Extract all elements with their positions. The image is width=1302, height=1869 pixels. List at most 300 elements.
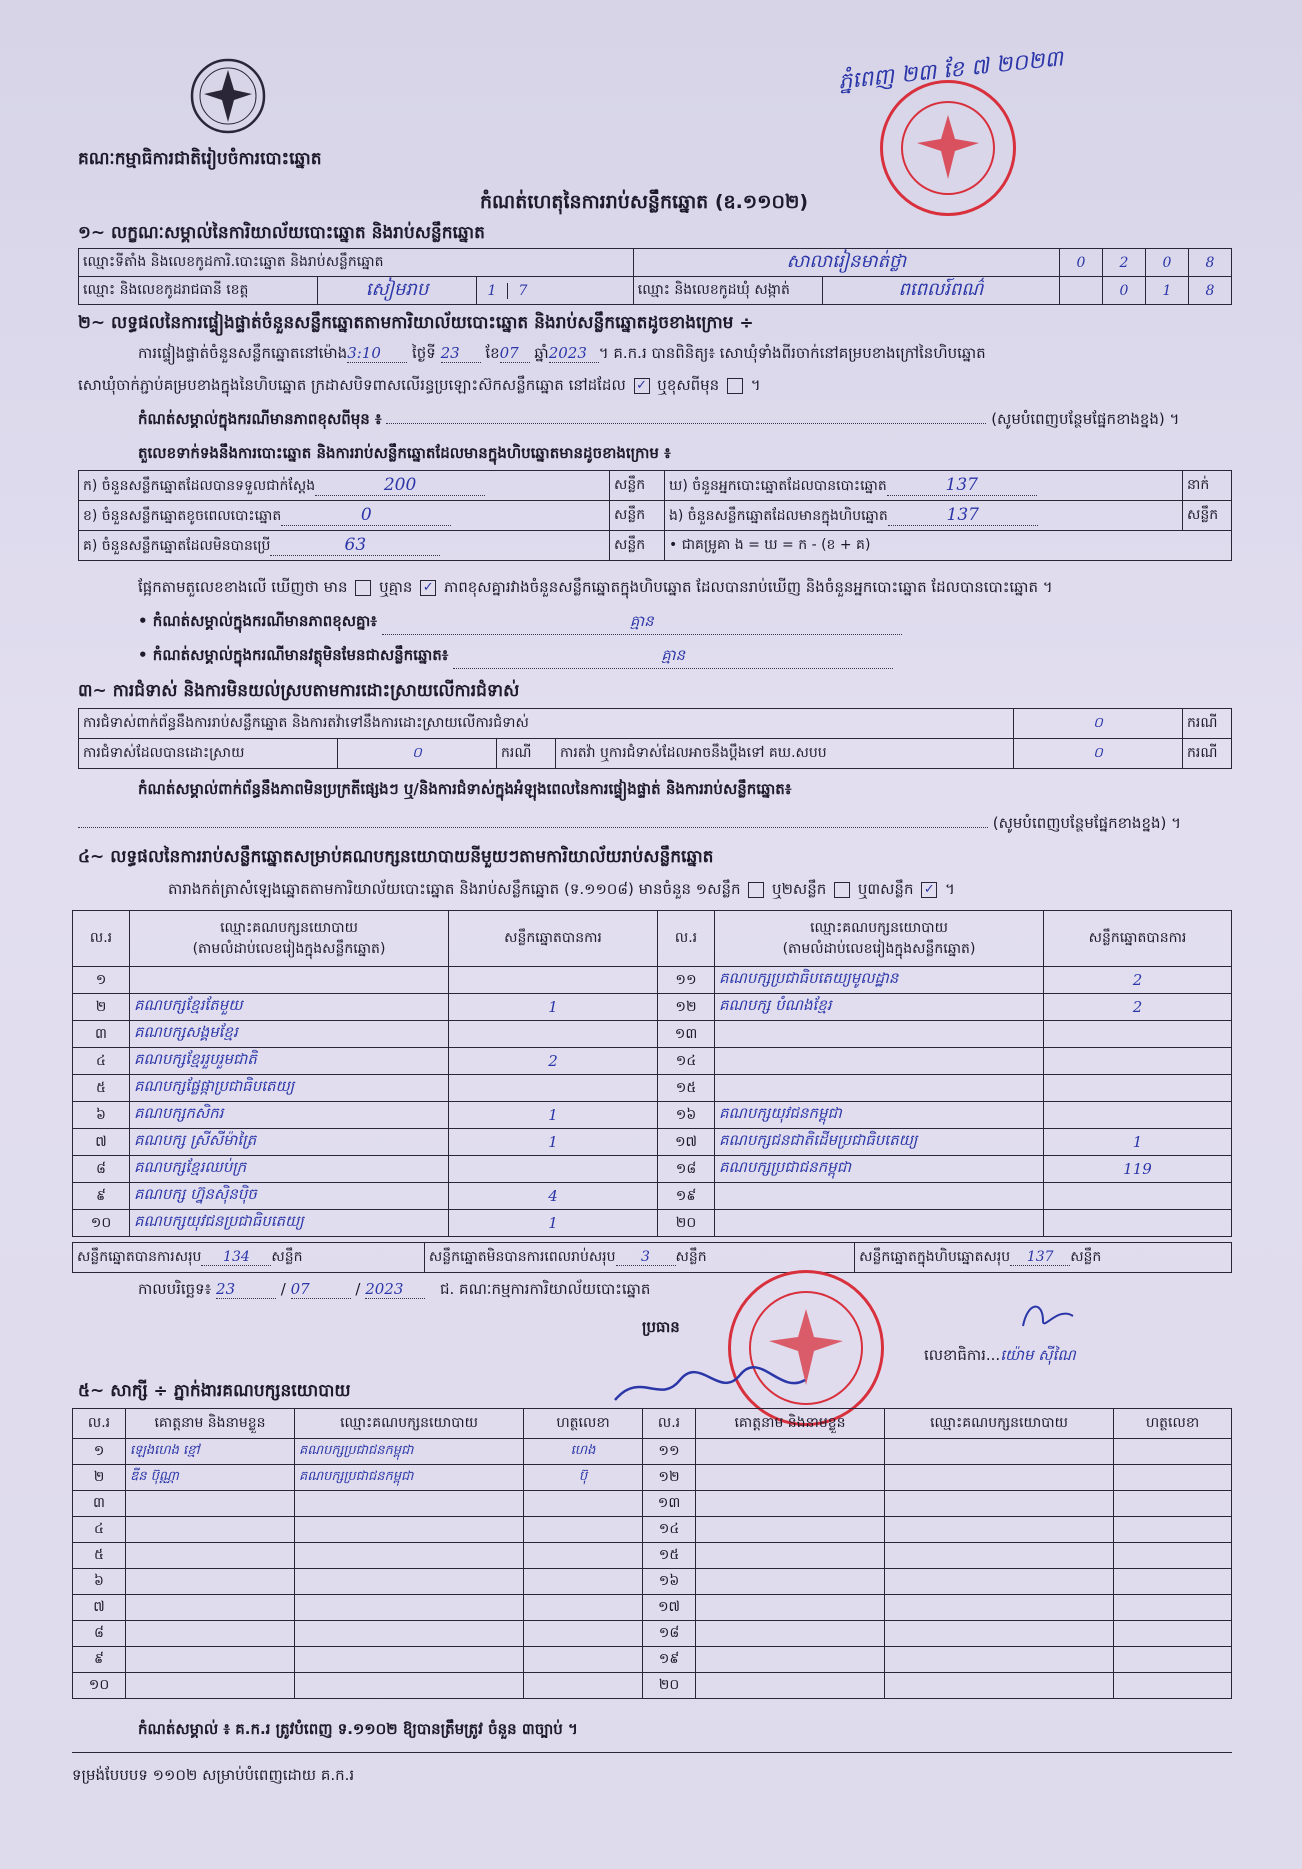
party-votes: 2 bbox=[1044, 994, 1232, 1021]
count-row-b bbox=[79, 501, 610, 531]
verification-line2: សោឃុំចាក់ភ្ជាប់គម្របខាងក្នុងនៃហិបឆ្នោត ក្រដាសបិទពាសលើរន្ធប្រឡោះស៊កសន្លឹកឆ្នោត នៅដដែល ✓ ឬខុសពីមុន ។ bbox=[78, 376, 761, 394]
witness-name: ឌីន ប៊ុណ្ណា bbox=[126, 1465, 295, 1491]
party-name: គណបក្សយុវជនប្រជាធិបតេយ្យ bbox=[130, 1210, 449, 1237]
witness-signature bbox=[524, 1543, 643, 1569]
party-no: ៩ bbox=[73, 1183, 130, 1210]
party-votes bbox=[449, 1021, 658, 1048]
witness-signature bbox=[524, 1595, 643, 1621]
intro-e: ។ គ.ក.រ បានពិនិត្យ៖ សោឃុំទាំងពីរចាក់នៅគម្របខាងក្រៅនៃហិបឆ្នោត bbox=[598, 344, 986, 362]
party-no: ១ bbox=[73, 967, 130, 994]
w-col-name-left: គោត្តនាម និងនាមខ្លួន bbox=[126, 1409, 295, 1439]
total-invalid bbox=[424, 1243, 854, 1273]
total-invalid-value: 3 bbox=[616, 1249, 676, 1266]
party-votes bbox=[449, 967, 658, 994]
commune-label: ឈ្មោះ និងលេខកូដឃុំ សង្កាត់ bbox=[633, 277, 822, 305]
col-no-right: ល.រ bbox=[658, 911, 715, 967]
witness-no: ១៩ bbox=[643, 1647, 696, 1673]
party-name: គណបក្សខ្មែររួបរួមជាតិ bbox=[130, 1048, 449, 1075]
count-d-value: 137 bbox=[887, 475, 1037, 496]
or-changed: ឬខុសពីមុន bbox=[657, 376, 720, 394]
witness-name bbox=[696, 1569, 885, 1595]
col-votes-left: សន្លឹកឆ្នោតបានការ bbox=[449, 911, 658, 967]
table-row bbox=[73, 1517, 1232, 1543]
total-invalid-label: សន្លឹកឆ្នោតមិនបានការពេលរាប់សរុប bbox=[428, 1249, 616, 1265]
party-no: ៨ bbox=[73, 1156, 130, 1183]
party-votes bbox=[1044, 1210, 1232, 1237]
witness-signature bbox=[524, 1647, 643, 1673]
party-votes bbox=[1044, 1021, 1232, 1048]
party-no: ១១ bbox=[658, 967, 715, 994]
party-no: ៣ bbox=[73, 1021, 130, 1048]
count-row-e bbox=[665, 501, 1183, 531]
witness-party bbox=[885, 1621, 1114, 1647]
party-votes bbox=[449, 1075, 658, 1102]
objection-r1-label: ការជំទាស់ពាក់ព័ន្ធនឹងការរាប់សន្លឹកឆ្នោត និងការតវ៉ាទៅនឹងការដោះស្រាយលើការជំទាស់ bbox=[79, 709, 1014, 739]
witness-no: ១៣ bbox=[643, 1491, 696, 1517]
witness-party bbox=[885, 1517, 1114, 1543]
opt2-label: ឬ២សន្លឹក bbox=[772, 880, 827, 898]
count-row-d bbox=[665, 471, 1183, 501]
count-a-label: ក) ចំនួនសន្លឹកឆ្នោតដែលបានទទួលជាក់ស្តែង bbox=[83, 477, 316, 494]
party-name: គណបក្សយុវជនកម្ពុជា bbox=[715, 1102, 1044, 1129]
total-box bbox=[855, 1243, 1232, 1273]
same-checkbox[interactable]: ✓ bbox=[634, 378, 650, 394]
location-value: សាលារៀនមាត់ថ្លា bbox=[633, 249, 1059, 277]
chair-label: ប្រធាន bbox=[642, 1318, 680, 1336]
changed-checkbox[interactable] bbox=[727, 378, 743, 394]
party-votes bbox=[1044, 1048, 1232, 1075]
col-party-left bbox=[130, 911, 449, 967]
party-votes bbox=[1044, 1183, 1232, 1210]
witness-signature bbox=[524, 1621, 643, 1647]
witness-name bbox=[126, 1491, 295, 1517]
party-votes bbox=[1044, 1102, 1232, 1129]
party-no: ១៧ bbox=[658, 1129, 715, 1156]
witness-signature bbox=[1114, 1673, 1232, 1699]
party-name: គណបក្សខ្មែរតែមួយ bbox=[130, 994, 449, 1021]
footer-divider bbox=[72, 1752, 1232, 1753]
committee-label: ជ. គណៈកម្មការការិយាល័យបោះឆ្នោត bbox=[440, 1280, 651, 1298]
witness-no: ៤ bbox=[73, 1517, 126, 1543]
form-title: កំណត់ហេតុនៃការរាប់សន្លឹកឆ្នោត (ឧ.១១០២) bbox=[480, 191, 809, 213]
w-col-party-left: ឈ្មោះគណបក្សនយោបាយ bbox=[295, 1409, 524, 1439]
two-sheet-checkbox[interactable] bbox=[834, 882, 850, 898]
witness-signature bbox=[1114, 1595, 1232, 1621]
witness-signature bbox=[524, 1569, 643, 1595]
count-c-label: គ) ចំនួនសន្លឹកឆ្នោតដែលមិនបានប្រើ bbox=[83, 537, 271, 554]
party-name bbox=[715, 1183, 1044, 1210]
witness-name bbox=[696, 1439, 885, 1465]
commune-value: ពពេលរ៍ពណ៌ bbox=[822, 277, 1059, 305]
total-box-label: សន្លឹកឆ្នោតក្នុងហិបឆ្នោតសរុប bbox=[859, 1249, 1011, 1265]
count-e-value: 137 bbox=[888, 505, 1038, 526]
witness-signature: ហេង bbox=[524, 1439, 643, 1465]
witness-no: ១៥ bbox=[643, 1543, 696, 1569]
objection-note-line2 bbox=[78, 814, 1232, 836]
count-d-unit: នាក់ bbox=[1183, 471, 1232, 501]
party-no: ២០ bbox=[658, 1210, 715, 1237]
witness-name bbox=[126, 1673, 295, 1699]
witness-signature bbox=[1114, 1517, 1232, 1543]
witness-party bbox=[885, 1569, 1114, 1595]
witness-party bbox=[295, 1647, 524, 1673]
witness-name bbox=[126, 1569, 295, 1595]
witness-party bbox=[885, 1647, 1114, 1673]
witness-name: ឡេងហេង ខ្មៅ bbox=[126, 1439, 295, 1465]
section4-heading: ៤~ លទ្ធផលនៃការរាប់សន្លឹកឆ្នោតសម្រាប់គណបក្សនយោបាយនីមួយៗតាមការិយាល័យរាប់សន្លឹកឆ្នោត bbox=[78, 847, 714, 867]
party-name: គណបក្សសង្គមខ្មែរ bbox=[130, 1021, 449, 1048]
intro-c: ខែ bbox=[485, 344, 500, 362]
count-d-label: ឃ) ចំនួនអ្នកបោះឆ្នោតដែលបានបោះឆ្នោត bbox=[669, 477, 887, 494]
province-value: សៀមរាប bbox=[318, 277, 477, 305]
secretary-line bbox=[924, 1346, 1076, 1368]
party-name: គណបក្ស ហ្វ៊ុនស៊ិនប៉ិច bbox=[130, 1183, 449, 1210]
commune-code-2: 1 bbox=[1146, 277, 1189, 305]
witness-signature bbox=[524, 1673, 643, 1699]
witness-table bbox=[72, 1408, 1232, 1699]
count-a-value: 200 bbox=[315, 475, 485, 496]
party-votes bbox=[449, 1156, 658, 1183]
change-note-line bbox=[138, 410, 1232, 432]
table-row bbox=[73, 1075, 1232, 1102]
witness-no: ៦ bbox=[73, 1569, 126, 1595]
section2-heading: ២~ លទ្ធផលនៃការផ្ទៀងផ្ទាត់ចំនួនសន្លឹកឆ្នោតតាមការិយាល័យបោះឆ្នោត និងរាប់សន្លឹកឆ្នោតដូចខាងក្រោម ÷ bbox=[78, 313, 754, 333]
witness-name bbox=[126, 1595, 295, 1621]
table-row bbox=[73, 1465, 1232, 1491]
section3-heading: ៣~ ការជំទាស់ និងការមិនយល់ស្របតាមការដោះស្រាយលើការជំទាស់ bbox=[78, 681, 520, 701]
total-valid-value: 134 bbox=[201, 1249, 271, 1266]
opt3-label: ឬ៣សន្លឹក bbox=[857, 880, 914, 898]
one-sheet-checkbox[interactable] bbox=[748, 882, 764, 898]
party-no: ១៥ bbox=[658, 1075, 715, 1102]
count-a-unit: សន្លឹក bbox=[610, 471, 665, 501]
witness-party bbox=[295, 1621, 524, 1647]
party-no: ១៣ bbox=[658, 1021, 715, 1048]
witness-party: គណបក្សប្រជាជនកម្ពុជា bbox=[295, 1465, 524, 1491]
witness-name bbox=[696, 1491, 885, 1517]
verification-line1 bbox=[138, 344, 986, 366]
province-label: ឈ្មោះ និងលេខកូដរាជធានី ខេត្ត bbox=[79, 277, 318, 305]
count-b-label: ខ) ចំនួនសន្លឹកឆ្នោតខូចពេលបោះឆ្នោត bbox=[83, 507, 282, 524]
witness-party: គណបក្សប្រជាជនកម្ពុជា bbox=[295, 1439, 524, 1465]
witness-no: ២ bbox=[73, 1465, 126, 1491]
witness-signature bbox=[1114, 1569, 1232, 1595]
table-row bbox=[73, 1048, 1232, 1075]
witness-party bbox=[885, 1491, 1114, 1517]
party-votes: 1 bbox=[449, 994, 658, 1021]
commune-code-blank bbox=[1060, 277, 1103, 305]
party-name bbox=[715, 1048, 1044, 1075]
section4-intro: តារាងកត់ត្រាសំឡេងឆ្នោតតាមការិយាល័យបោះឆ្នោត និងរាប់សន្លឹកឆ្នោត (ទ.១១០៨) មានចំនួន ១សន្លឹក ឬ២សន្លឹក ឬ៣សន្លឹក ✓ ។ bbox=[168, 880, 955, 898]
year-value: 2023 bbox=[549, 344, 599, 363]
secretary-label: លេខាធិការ... bbox=[924, 1346, 1001, 1364]
table-row bbox=[73, 1156, 1232, 1183]
witness-party bbox=[295, 1595, 524, 1621]
witness-signature bbox=[1114, 1439, 1232, 1465]
witness-rows bbox=[73, 1439, 1232, 1699]
change-note-blank bbox=[386, 423, 986, 424]
table-row bbox=[73, 1183, 1232, 1210]
compare-c: ភាពខុសគ្នារវាងចំនួនសន្លឹកឆ្នោតក្នុងហិបឆ្នោត ដែលបានរាប់ឃើញ និងចំនួនអ្នកបោះឆ្នោត ដែលបានបោះឆ្នោត ។ bbox=[443, 578, 1053, 596]
three-sheet-checkbox[interactable]: ✓ bbox=[921, 882, 937, 898]
party-name bbox=[130, 967, 449, 994]
party-name: គណបក្សកសិករ bbox=[130, 1102, 449, 1129]
objection-r2b-value: ០ bbox=[1014, 739, 1183, 769]
location-code-4: 8 bbox=[1189, 249, 1232, 277]
emblem-logo bbox=[188, 56, 268, 136]
party-rows bbox=[73, 967, 1232, 1237]
witness-party bbox=[295, 1543, 524, 1569]
count-row-a bbox=[79, 471, 610, 501]
bullet1-line bbox=[138, 612, 1232, 635]
witness-signature bbox=[524, 1491, 643, 1517]
party-no: ១៤ bbox=[658, 1048, 715, 1075]
table-row bbox=[73, 1647, 1232, 1673]
has-difference-checkbox[interactable] bbox=[355, 580, 371, 596]
party-results-table bbox=[72, 910, 1232, 1237]
time-value: 3:10 bbox=[347, 344, 407, 363]
witness-no: ១៦ bbox=[643, 1569, 696, 1595]
party-no: ១៨ bbox=[658, 1156, 715, 1183]
party-votes bbox=[1044, 1075, 1232, 1102]
total-box-unit: សន្លឹក bbox=[1070, 1249, 1102, 1265]
party-name bbox=[715, 1075, 1044, 1102]
intro-d: ឆ្នាំ bbox=[534, 344, 549, 362]
location-label: ឈ្មោះទីតាំង និងលេខកូដការិ.បោះឆ្នោត និងរាប់សន្លឹកឆ្នោត bbox=[79, 249, 634, 277]
witness-no: ១៧ bbox=[643, 1595, 696, 1621]
party-no: ១០ bbox=[73, 1210, 130, 1237]
org-name: គណៈកម្មាធិការជាតិរៀបចំការបោះឆ្នោត bbox=[78, 149, 322, 169]
objection-note-blank bbox=[78, 827, 988, 828]
witness-name bbox=[696, 1465, 885, 1491]
table-row bbox=[73, 1569, 1232, 1595]
party-name: គណបក្ស ស្រីសីម៉ាត្រៃ bbox=[130, 1129, 449, 1156]
witness-party bbox=[295, 1673, 524, 1699]
witness-no: ១ bbox=[73, 1439, 126, 1465]
secretary-name: យ៉ោម ស៊ីណៃ bbox=[1000, 1346, 1076, 1364]
witness-signature bbox=[1114, 1647, 1232, 1673]
date-year: 2023 bbox=[365, 1280, 425, 1299]
party-votes: 1 bbox=[1044, 1129, 1232, 1156]
party-no: ២ bbox=[73, 994, 130, 1021]
party-name: គណបក្សជនជាតិដើមប្រជាធិបតេយ្យ bbox=[715, 1129, 1044, 1156]
table-row bbox=[73, 1439, 1232, 1465]
table-row bbox=[73, 994, 1232, 1021]
w-col-sign-right: ហត្ថលេខា bbox=[1114, 1409, 1232, 1439]
objection-fill: (សូមបំពេញបន្ថែមផ្នែកខាងខ្នង) ។ bbox=[992, 814, 1182, 832]
witness-name bbox=[696, 1673, 885, 1699]
bullet2-line bbox=[138, 646, 893, 669]
footnote: កំណត់សម្គាល់ ៖ គ.ក.រ ត្រូវបំពេញ ទ.១១០២ ឱ្យបានត្រឹមត្រូវ ចំនួន ៣ច្បាប់ ។ bbox=[138, 1720, 578, 1738]
table-row bbox=[73, 1102, 1232, 1129]
bullet2-label: • កំណត់សម្គាល់ក្នុងករណីមានវត្ថុមិនមែនជាសន្លឹកឆ្នោត៖ bbox=[138, 646, 449, 664]
table-row bbox=[73, 1543, 1232, 1569]
witness-signature bbox=[1114, 1491, 1232, 1517]
w-col-party-right: ឈ្មោះគណបក្សនយោបាយ bbox=[885, 1409, 1114, 1439]
commune-code-3: 8 bbox=[1189, 277, 1232, 305]
party-no: ១៦ bbox=[658, 1102, 715, 1129]
party-name bbox=[715, 1021, 1044, 1048]
location-code-1: 0 bbox=[1060, 249, 1103, 277]
table-row bbox=[73, 1621, 1232, 1647]
total-valid-label: សន្លឹកឆ្នោតបានការសរុប bbox=[77, 1249, 202, 1265]
section1-heading: ១~ លក្ខណៈសម្គាល់នៃការិយាល័យបោះឆ្នោត និងរាប់សន្លឹកឆ្នោត bbox=[78, 223, 485, 243]
province-code-cells bbox=[477, 277, 634, 305]
count-row-c bbox=[79, 531, 610, 561]
table-row bbox=[73, 967, 1232, 994]
party-votes: 119 bbox=[1044, 1156, 1232, 1183]
witness-party bbox=[295, 1491, 524, 1517]
witness-no: ១២ bbox=[643, 1465, 696, 1491]
col-votes-right: សន្លឹកឆ្នោតបានការ bbox=[1044, 911, 1232, 967]
witness-party bbox=[885, 1543, 1114, 1569]
date-label: កាលបរិច្ឆេទ៖ bbox=[138, 1280, 212, 1298]
objection-note bbox=[138, 780, 791, 802]
count-b-unit: សន្លឹក bbox=[610, 501, 665, 531]
bullet1-label: • កំណត់សម្គាល់ក្នុងករណីមានភាពខុសគ្នា៖ bbox=[138, 612, 377, 630]
witness-party bbox=[295, 1517, 524, 1543]
witness-no: ១១ bbox=[643, 1439, 696, 1465]
witness-party bbox=[885, 1595, 1114, 1621]
col-party-right-title: ឈ្មោះគណបក្សនយោបាយ bbox=[810, 919, 948, 936]
witness-signature: ប៊ុ bbox=[524, 1465, 643, 1491]
witness-signature bbox=[1114, 1621, 1232, 1647]
date-day: 23 bbox=[216, 1280, 276, 1299]
section5-heading: ៥~ សាក្សី ÷ ភ្នាក់ងារគណបក្សនយោបាយ bbox=[78, 1381, 351, 1401]
official-stamp-top bbox=[880, 80, 1016, 216]
witness-name bbox=[126, 1543, 295, 1569]
month-value: 07 bbox=[500, 344, 530, 363]
compare-b: ឬគ្មាន bbox=[379, 578, 413, 596]
objection-table bbox=[78, 708, 1232, 769]
table-row bbox=[73, 1595, 1232, 1621]
witness-no: ៧ bbox=[73, 1595, 126, 1621]
formula: • ជាគម្រូគា ង = ឃ = ក - (ខ + គ) bbox=[665, 531, 1232, 561]
objection-r2b-unit: ករណី bbox=[1183, 739, 1232, 769]
compare-line bbox=[138, 578, 1053, 600]
witness-signature bbox=[1114, 1543, 1232, 1569]
total-valid bbox=[73, 1243, 425, 1273]
witness-no: ១០ bbox=[73, 1673, 126, 1699]
col-party-right-sub: (តាមលំដាប់លេខរៀងក្នុងសន្លឹកឆ្នោត) bbox=[782, 940, 976, 957]
witness-no: ៨ bbox=[73, 1621, 126, 1647]
party-name bbox=[715, 1210, 1044, 1237]
witness-no: ១៤ bbox=[643, 1517, 696, 1543]
total-box-value: 137 bbox=[1010, 1249, 1070, 1266]
witness-no: ៥ bbox=[73, 1543, 126, 1569]
intro-b: ថ្ងៃទី bbox=[411, 344, 436, 362]
party-votes: 1 bbox=[449, 1102, 658, 1129]
witness-name bbox=[126, 1517, 295, 1543]
objection-r2b-label: ការតវ៉ា ឬការជំទាស់ដែលអាចនឹងប្តឹងទៅ គឃ.សបប bbox=[556, 739, 1014, 769]
change-note-fill: (សូមបំពេញបន្ថែមផ្នែកខាងខ្នង) ។ bbox=[991, 410, 1180, 428]
witness-name bbox=[696, 1595, 885, 1621]
col-party-right bbox=[715, 911, 1044, 967]
witness-no: ៣ bbox=[73, 1491, 126, 1517]
witness-party bbox=[885, 1673, 1114, 1699]
party-no: ៧ bbox=[73, 1129, 130, 1156]
witness-name bbox=[126, 1621, 295, 1647]
change-note-label: កំណត់សម្គាល់ក្នុងករណីមានភាពខុសពីមុន ៖ bbox=[138, 410, 382, 428]
w-col-no-right: ល.រ bbox=[643, 1409, 696, 1439]
objection-r2-value: ០ bbox=[338, 739, 497, 769]
total-invalid-unit: សន្លឹក bbox=[675, 1249, 707, 1265]
province-code-1: 1 bbox=[477, 283, 508, 299]
total-valid-unit: សន្លឹក bbox=[271, 1249, 303, 1265]
party-votes: 2 bbox=[1044, 967, 1232, 994]
w-col-sign-left: ហត្ថលេខា bbox=[524, 1409, 643, 1439]
table-row bbox=[73, 1021, 1232, 1048]
day-value: 23 bbox=[441, 344, 481, 363]
numbers-intro: តួលេខទាក់ទងនឹងការបោះឆ្នោត និងការរាប់សន្លឹកឆ្នោតដែលមានក្នុងហិបឆ្នោតមានដូចខាងក្រោម ៖ bbox=[138, 444, 671, 462]
col-party-left-title: ឈ្មោះគណបក្សនយោបាយ bbox=[220, 919, 358, 936]
form-reference: ទម្រង់បែបបទ ១១០២ សម្រាប់បំពេញដោយ គ.ក.រ bbox=[72, 1766, 355, 1784]
w-col-no-left: ល.រ bbox=[73, 1409, 126, 1439]
count-b-value: 0 bbox=[281, 505, 451, 526]
witness-no: ៩ bbox=[73, 1647, 126, 1673]
no-difference-checkbox[interactable]: ✓ bbox=[420, 580, 436, 596]
bullet1-value: គ្មាន bbox=[382, 612, 902, 635]
witness-no: ២០ bbox=[643, 1673, 696, 1699]
witness-name bbox=[696, 1621, 885, 1647]
col-no-left: ល.រ bbox=[73, 911, 130, 967]
intro-line2: សោឃុំចាក់ភ្ជាប់គម្របខាងក្នុងនៃហិបឆ្នោត ក្រដាសបិទពាសលើរន្ធប្រឡោះស៊កសន្លឹកឆ្នោត នៅដដែល bbox=[78, 376, 626, 394]
objection-r1-value: ០ bbox=[1014, 709, 1183, 739]
witness-name bbox=[126, 1647, 295, 1673]
count-c-unit: សន្លឹក bbox=[610, 531, 665, 561]
objection-r2-unit: ករណី bbox=[497, 739, 556, 769]
intro-a: ការផ្ទៀងផ្ទាត់ចំនួនសន្លឹកឆ្នោតនៅម៉ោង bbox=[138, 344, 348, 362]
commune-code-1: 0 bbox=[1103, 277, 1146, 305]
witness-signature bbox=[524, 1517, 643, 1543]
witness-name bbox=[696, 1647, 885, 1673]
party-no: ១៩ bbox=[658, 1183, 715, 1210]
objection-r1-unit: ករណី bbox=[1183, 709, 1232, 739]
party-votes: 2 bbox=[449, 1048, 658, 1075]
location-code-3: 0 bbox=[1146, 249, 1189, 277]
province-code-2: 7 bbox=[518, 282, 528, 299]
witness-signature bbox=[1114, 1465, 1232, 1491]
section4-intro-text: តារាងកត់ត្រាសំឡេងឆ្នោតតាមការិយាល័យបោះឆ្នោត និងរាប់សន្លឹកឆ្នោត (ទ.១១០៨) មានចំនួន ១សន្លឹក bbox=[168, 880, 741, 898]
witness-party bbox=[885, 1465, 1114, 1491]
party-no: ៥ bbox=[73, 1075, 130, 1102]
count-e-label: ង) ចំនួនសន្លឹកឆ្នោតដែលមានក្នុងហិបឆ្នោត bbox=[669, 507, 888, 524]
party-name: គណបក្សប្រជាធិបតេយ្យមូលដ្ឋាន bbox=[715, 967, 1044, 994]
witness-party bbox=[885, 1439, 1114, 1465]
secretary-signature bbox=[1018, 1296, 1078, 1344]
location-code-2: 2 bbox=[1103, 249, 1146, 277]
objection-r2-label: ការជំទាស់ដែលបានដោះស្រាយ bbox=[79, 739, 338, 769]
party-name: គណបក្ស បំណងខ្មែរ bbox=[715, 994, 1044, 1021]
col-party-left-sub: (តាមលំដាប់លេខរៀងក្នុងសន្លឹកឆ្នោត) bbox=[192, 940, 386, 957]
compare-a: ផ្អែកតាមតួលេខខាងលើ ឃើញថា មាន bbox=[138, 578, 348, 596]
bullet2-value: គ្មាន bbox=[453, 646, 893, 669]
signature-date-line: កាលបរិច្ឆេទ៖ 23 / 07 / 2023 ជ. គណៈកម្មការការិយាល័យបោះឆ្នោត bbox=[138, 1280, 651, 1298]
table-row bbox=[73, 1673, 1232, 1699]
date-month: 07 bbox=[291, 1280, 351, 1299]
party-name: គណបក្សផ្លែផ្កាប្រជាធិបតេយ្យ bbox=[130, 1075, 449, 1102]
party-votes: 4 bbox=[449, 1183, 658, 1210]
count-c-value: 63 bbox=[270, 535, 440, 556]
handwritten-note: ភ្នំពេញ ២៣ ខែ ៧ ២០២៣ bbox=[837, 46, 1065, 95]
count-e-unit: សន្លឹក bbox=[1183, 501, 1232, 531]
party-votes: 1 bbox=[449, 1129, 658, 1156]
party-no: ៦ bbox=[73, 1102, 130, 1129]
witness-name bbox=[696, 1543, 885, 1569]
w-col-name-right: គោត្តនាម និងនាមខ្លួន bbox=[696, 1409, 885, 1439]
witness-name bbox=[696, 1517, 885, 1543]
location-table bbox=[78, 248, 1232, 305]
